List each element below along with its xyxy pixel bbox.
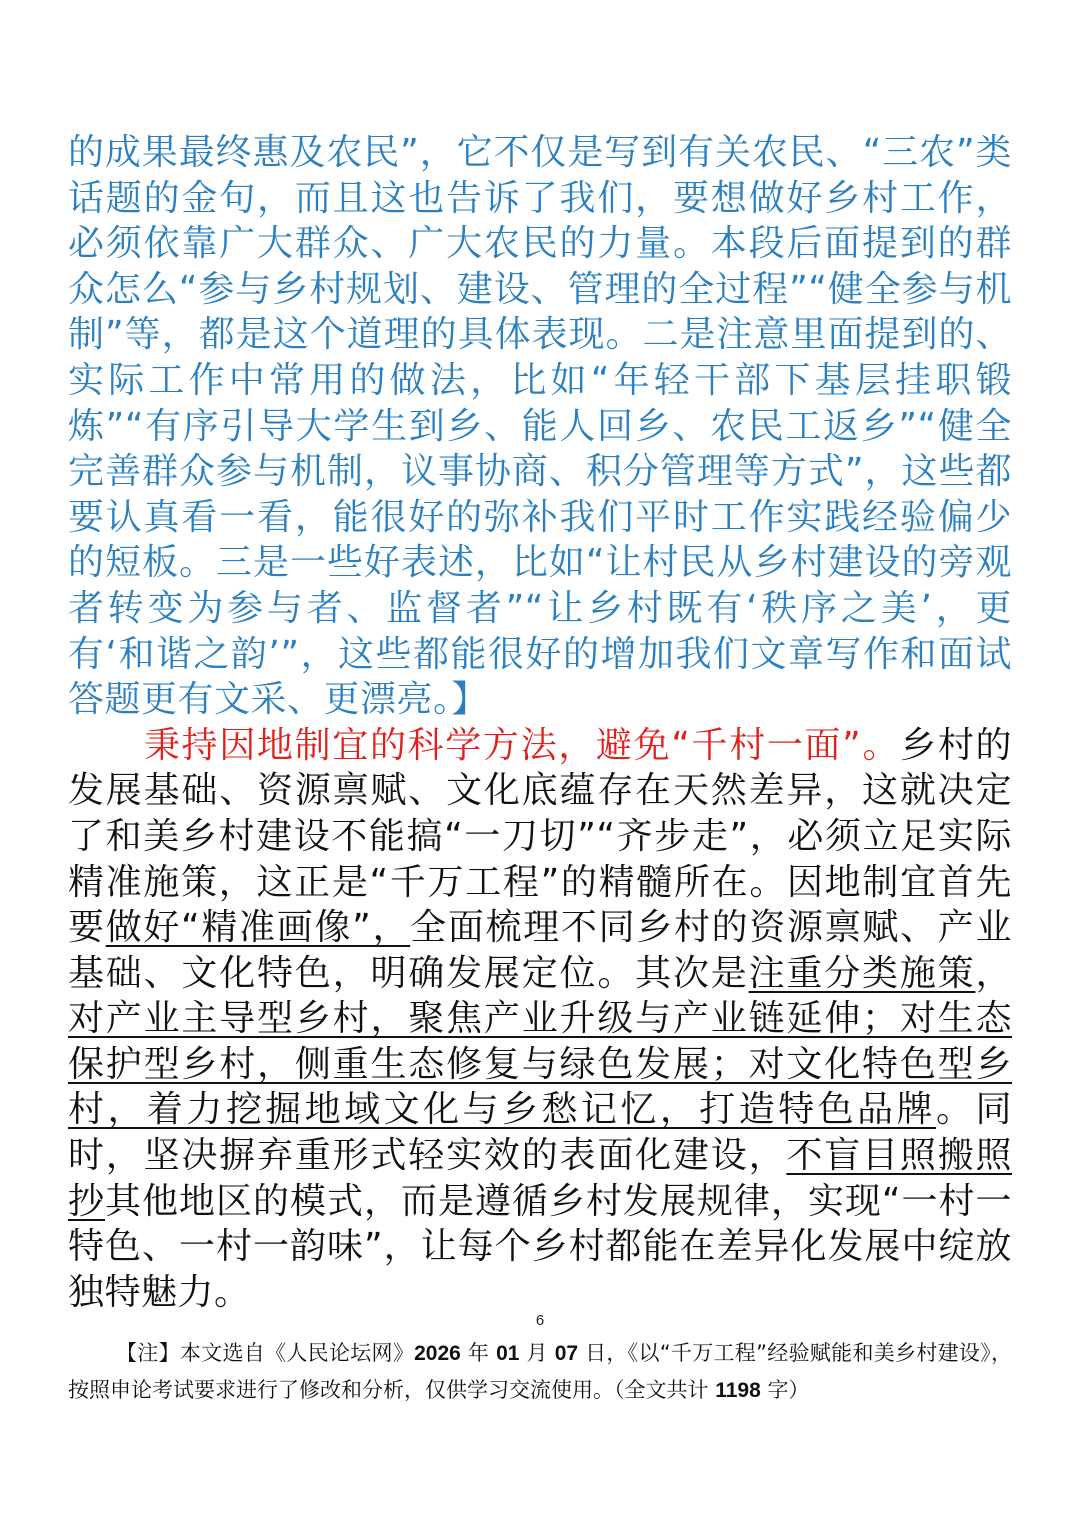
- page-number: 6: [535, 1312, 545, 1329]
- topic-sentence: 秉持因地制宜的科学方法，避免“千村一面”: [144, 724, 862, 766]
- body-text-5: 其他地区的模式，而是遵循乡村发展规律，实现“一村一特色、一村一韵味”，让每个乡村都能在差异化发展中绽放独特魅力。: [68, 1180, 1012, 1313]
- footnote-text-2: 年: [467, 1341, 490, 1365]
- topic-period: 。: [861, 724, 901, 766]
- document-page: [68, 130, 1012, 1315]
- footnote: [68, 1335, 1012, 1409]
- footnote-day: 07: [554, 1342, 579, 1365]
- body-text-1: 乡村的发展基础、资源禀赋、文化底蕴存在天然差异，这就决定了和美乡村建设不能搞“一刀切”“齐步走”，必须立足实际精准施策，这正是“千万工程”的精髓所在。因地制宜首先要: [68, 724, 1012, 949]
- underlined-phrase-precise-portrait: 做好“精准画像”，: [105, 907, 411, 949]
- underlined-phrase-no-copying: 不盲目照搬照抄: [68, 1135, 1012, 1222]
- footnote-text-4: 日，《以“千万工程”经验赋能和美乡村建设》，按照申论考试要求进行了修改和分析，仅供学习交流使用。（全文共计: [68, 1341, 1013, 1402]
- underlined-phrase-village-types: 对产业主导型乡村，聚焦产业升级与产业链延伸；对生态保护型乡村，侧重生态修复与绿色发展；对文化特色型乡村，着力挖掘地域文化与乡愁记忆，打造特色品牌: [68, 998, 1012, 1131]
- body-text-2: 全面梳理不同乡村的资源禀赋、产业基础、文化特色，明确发展定位。其次是: [68, 907, 1012, 994]
- underlined-phrase-classified-policy: 注重分类施策: [748, 952, 976, 994]
- body-text-3: ，: [975, 952, 1012, 994]
- footnote-word-count: 1198: [715, 1379, 761, 1402]
- body-paragraph: [68, 723, 1012, 1316]
- body-text-4: 。同时，坚决摒弃重形式轻实效的表面化建设，: [68, 1089, 1012, 1177]
- footnote-text-5: 字）: [767, 1378, 810, 1402]
- footnote-month: 01: [496, 1342, 520, 1365]
- footnote-text-1: 【注】本文选自《人民论坛网》: [116, 1341, 415, 1365]
- footnote-text-3: 月: [526, 1341, 548, 1365]
- footnote-year: 2026: [414, 1342, 461, 1365]
- commentary-paragraph: 的成果最终惠及农民”，它不仅是写到有关农民、“三农”类话题的金句，而且这也告诉了我们，要想做好乡村工作，必须依靠广大群众、广大农民的力量。本段后面提到的群众怎么“参与乡村规划、建设、管理的全过程”“健全参与机制”等，都是这个道理的具体表现。二是注意里面提到的、实际工作中常用的做法，比如“年轻干部下基层挂职锻炼”“有序引导大学生到乡、能人回乡、农民工返乡”“健全完善群众参与机制，议事协商、积分管理等方式”，这些都要认真看一看，能很好的弥补我们平时工作实践经验偏少的短板。三是一些好表述，比如“让村民从乡村建设的旁观者转变为参与者、监督者”“让乡村既有‘秩序之美’，更有‘和谐之韵’”，这些都能很好的增加我们文章写作和面试答题更有文采、更漂亮。】: [68, 132, 1012, 721]
